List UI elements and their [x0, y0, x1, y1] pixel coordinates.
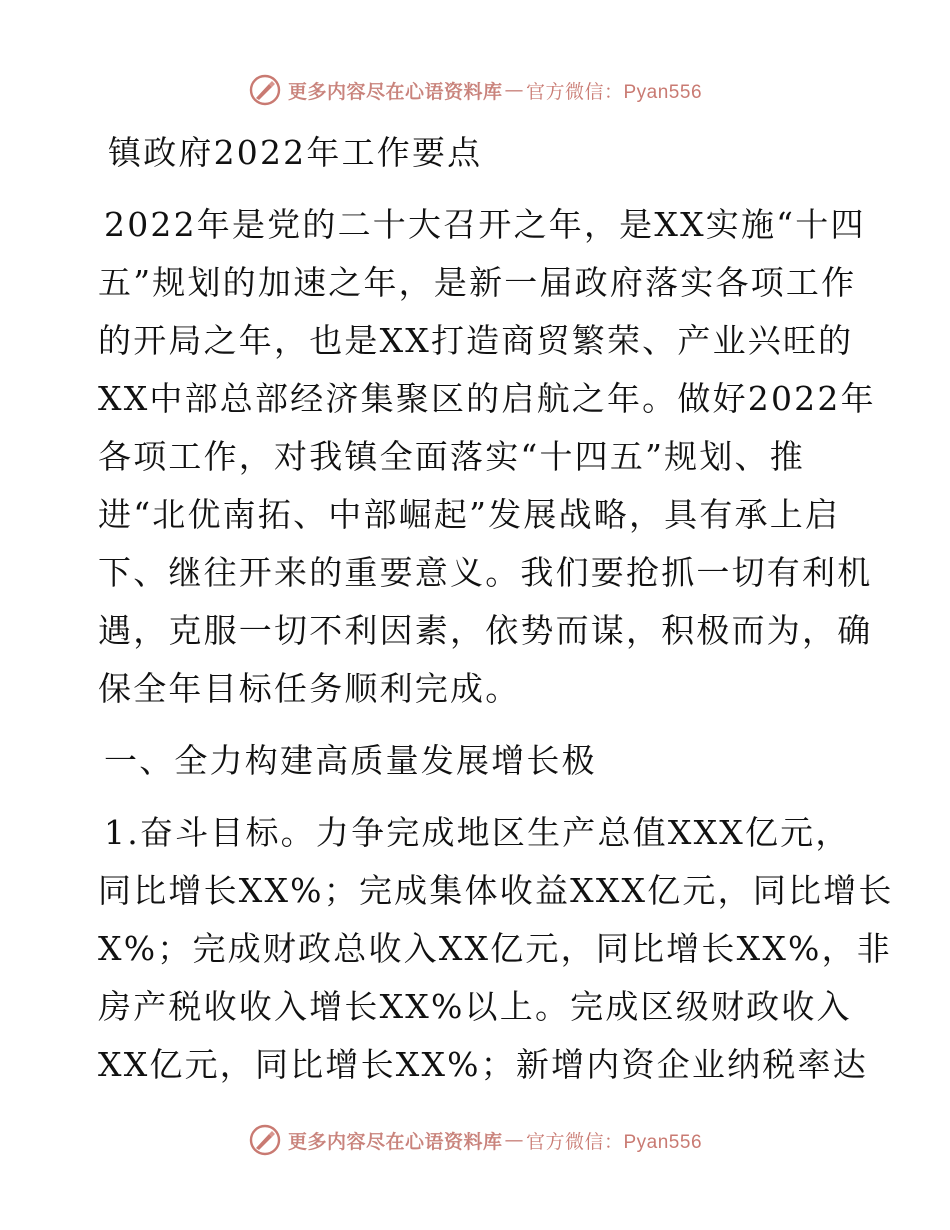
watermark-account: 官方微信：Pyan556	[526, 1131, 703, 1153]
paragraph-line: 下、继往开来的重要意义。我们要抢抓一切有利机	[98, 553, 873, 592]
paragraph-line: 房产税收收入增长XX%以上。完成区级财政收入	[98, 987, 852, 1026]
watermark-text: 更多内容尽在心语资料库	[287, 80, 503, 103]
pen-circle-logo-icon	[248, 1123, 282, 1157]
paragraph-line: 保全年目标任务顺利完成。	[98, 669, 521, 708]
paragraph-line: 遇，克服一切不利因素，依势而谋，积极而为，确	[98, 611, 873, 650]
paragraph-intro	[98, 196, 876, 718]
watermark-separator: —	[504, 1129, 524, 1151]
document-title: 镇政府2022年工作要点	[108, 133, 483, 172]
section-heading-block	[98, 732, 858, 790]
watermark-account: 官方微信：Pyan556	[526, 81, 703, 103]
footer-watermark	[0, 1120, 950, 1160]
paragraph-line: XX中部总部经济集聚区的启航之年。做好2022年	[98, 379, 876, 418]
paragraph-line: 进“北优南拓、中部崛起”发展战略，具有承上启	[98, 495, 841, 534]
paragraph-line: 各项工作，对我镇全面落实“十四五”规划、推	[98, 437, 805, 476]
paragraph-line: XX亿元，同比增长XX%；新增内资企业纳税率达	[98, 1045, 868, 1084]
section-heading: 一、全力构建高质量发展增长极	[104, 741, 597, 780]
paragraph-goals	[98, 804, 894, 1094]
paragraph-line: 2022年是党的二十大召开之年，是XX实施“十四	[104, 205, 866, 244]
paragraph-line: X%；完成财政总收入XX亿元，同比增长XX%，非	[98, 929, 892, 968]
document-body	[98, 124, 894, 1094]
paragraph-line: 同比增长XX%；完成集体收益XXX亿元，同比增长	[98, 871, 894, 910]
paragraph-line: 1.奋斗目标。力争完成地区生产总值XXX亿元，	[104, 813, 851, 852]
paragraph-line: 的开局之年，也是XX打造商贸繁荣、产业兴旺的	[98, 321, 854, 360]
watermark-text: 更多内容尽在心语资料库	[287, 1130, 503, 1153]
pen-circle-logo-icon	[248, 73, 282, 107]
header-watermark	[0, 70, 950, 110]
watermark-separator: —	[504, 79, 524, 101]
paragraph-line: 五”规划的加速之年，是新一届政府落实各项工作	[98, 263, 857, 302]
